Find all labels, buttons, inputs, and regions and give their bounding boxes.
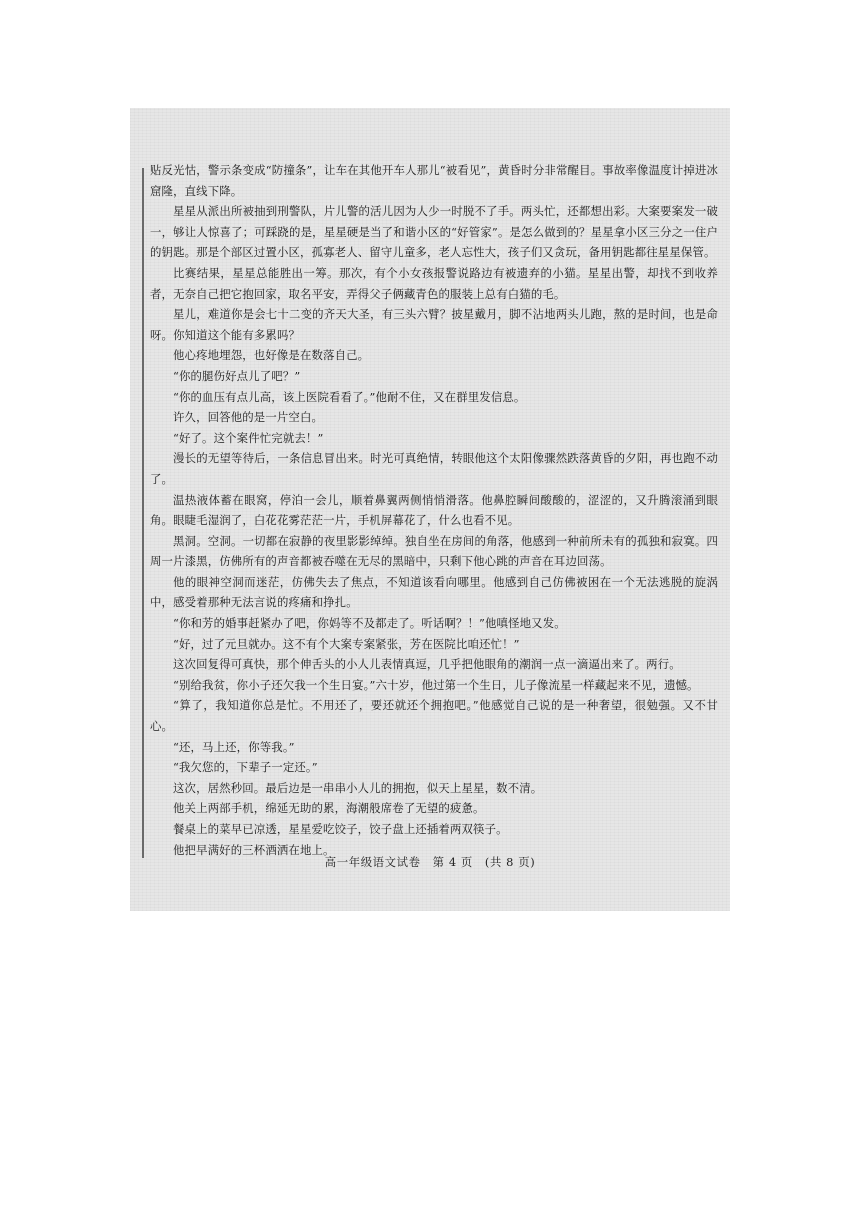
paragraph: 比赛结果，星星总能胜出一筹。那次，有个小女孩报警说路边有被遗弃的小猫。星星出警，却找不到收养者，无奈自己把它抱回家，取名平安，弄得父子俩藏青色的服装上总有白猫的毛。 — [150, 265, 718, 301]
paragraph: 许久，回答他的是一片空白。 — [173, 410, 324, 425]
page-footer: 高一年级语文试卷 第 4 页 (共 8 页) — [324, 855, 536, 869]
paragraph: 他的眼神空洞而迷茫，仿佛失去了焦点，不知道该看向哪里。他感到自己仿佛被困在一个无法逃脱的旋涡中，感受着那种无法言说的疼痛和挣扎。 — [150, 574, 718, 610]
paragraph: “还，马上还，你等我。” — [173, 739, 295, 754]
paragraph: 这次，居然秒回。最后边是一串串小人儿的拥抱，似天上星星，数不清。 — [173, 780, 543, 795]
paragraph: 他关上两部手机，绵延无助的累，海潮般席卷了无望的疲惫。 — [173, 801, 485, 816]
paragraph: “好，过了元旦就办。这不有个大案专案紧张，芳在医院比咱还忙！” — [173, 636, 520, 651]
paragraph: 贴反光怙，警示条变成“防撞条”，让车在其他开车人那儿“被看见”，黄昏时分非常醒目。事故率像温度计掉进冰窟隆，直线下降。 — [150, 163, 718, 198]
paragraph: 黑洞。空洞。一切都在寂静的夜里影影绰绰。独自坐在房间的角落，他感到一种前所未有的孤独和寂寞。四周一片漆黑，仿佛所有的声音都被吞噬在无尽的黑暗中，只剩下他心跳的声音在耳边回荡。 — [150, 533, 718, 569]
paragraph: 漫长的无望等待后，一条信息冒出来。时光可真绝情，转眼他这个太阳像骤然跌落黄昏的夕阳，再也跑不动了。 — [150, 451, 718, 486]
paragraph: “你和芳的婚事赶紧办了吧，你妈等不及都走了。听话啊？！”他嗔怪地又发。 — [173, 616, 566, 631]
paragraph: “你的血压有点儿高，该上医院看看了。”他耐不住，又在群里发信息。 — [173, 389, 526, 404]
paragraph: 这次回复得可真快，那个伸舌头的小人儿表情真逗，几乎把他眼角的潮润一点一滴逼出来了。两行。 — [173, 657, 681, 672]
paragraph: 温热液体蓄在眼窝，停泊一会儿，顺着鼻翼两侧悄悄滑落。他鼻腔瞬间酸酸的，涩涩的，又升腾滚涌到眼角。眼睫毛湿润了，白花花雾茫茫一片，手机屏幕花了，什么也看不见。 — [150, 492, 718, 528]
paragraph: “你的腿伤好点儿了吧？” — [173, 368, 301, 383]
article-body — [150, 160, 718, 860]
paragraph: “我欠您的，下辈子一定还。” — [173, 760, 318, 775]
margin-rule — [142, 168, 144, 858]
paragraph: 餐桌上的菜早已凉透，星星爱吃饺子，饺子盘上还插着两双筷子。 — [173, 822, 508, 836]
paragraph: “别给我贫，你小子还欠我一个生日宴。”六十岁，他过第一个生日，儿子像流星一样藏起来不见，遗憾。 — [173, 677, 699, 692]
paragraph: 他把早满好的三杯酒洒在地上。 — [173, 842, 335, 857]
paragraph: 星星从派出所被抽到刑警队，片儿警的活儿因为人少一时脱不了手。两头忙，还都想出彩。大案要案发一破一，够让人惊喜了；可踩跷的是，星星硬是当了和谐小区的“好管家”。是怎么做到的？星星拿小区三分之一住户的钥匙。那是个部区过置小区，孤寡老人、留守儿童多，老人忘性大，孩子们又贪玩，备用钥匙都往星星保管。 — [150, 204, 718, 260]
paragraph: “算了，我知道你总是忙。不用还了，要还就还个拥抱吧。”他感觉自己说的是一种奢望，很勉强。又不甘心。 — [150, 698, 718, 734]
paragraph: 星儿，难道你是会七十二变的齐天大圣，有三头六臂？披星戴月，脚不沾地两头儿跑，熬的是时间，也是命呀。你知道这个能有多累吗？ — [150, 307, 718, 342]
scanned-page — [130, 108, 730, 911]
paragraph: 他心疼地埋怨，也好像是在数落自己。 — [173, 348, 370, 363]
paragraph: “好了。这个案件忙完就去！” — [173, 430, 324, 445]
